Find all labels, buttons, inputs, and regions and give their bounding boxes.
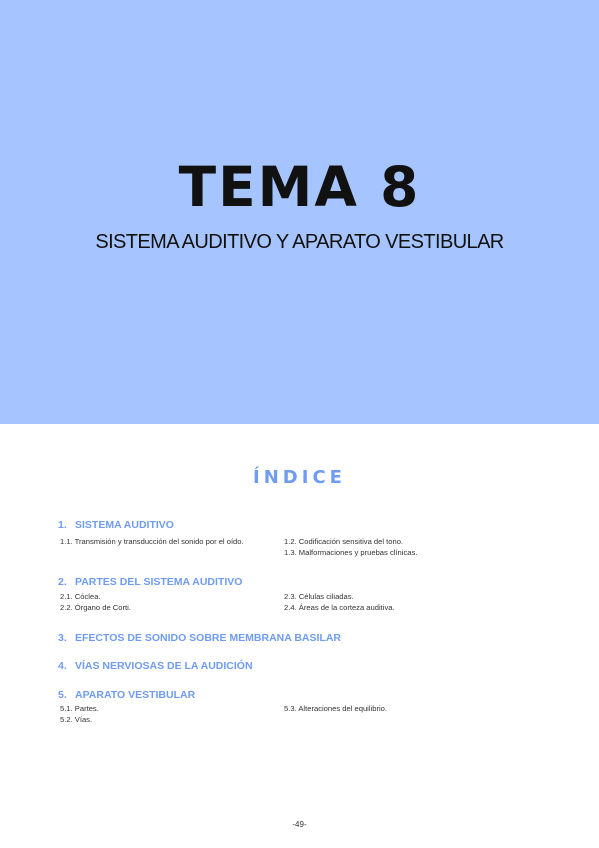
section-heading-4[interactable] xyxy=(58,660,253,673)
section-title: SISTEMA AUDITIVO xyxy=(75,519,174,531)
section-heading-5[interactable] xyxy=(58,689,195,702)
index-item-1-3[interactable]: 1.3. Malformaciones y pruebas clínicas. xyxy=(284,548,418,557)
page-number: -49- xyxy=(292,820,307,829)
section-number: 3. xyxy=(58,632,67,644)
index-item-5-2[interactable]: 5.2. Vías. xyxy=(60,715,93,724)
index-item-5-3[interactable]: 5.3. Alteraciones del equilibrio. xyxy=(284,704,388,713)
index-item-5-1[interactable]: 5.1. Partes. xyxy=(60,704,99,713)
section-number: 1. xyxy=(58,519,67,531)
chapter-subtitle: SISTEMA AUDITIVO Y APARATO VESTIBULAR xyxy=(95,231,504,253)
section-number: 5. xyxy=(58,689,67,701)
section-number: 4. xyxy=(58,660,67,672)
section-title: VÍAS NERVIOSAS DE LA AUDICIÓN xyxy=(75,660,253,672)
section-heading-1[interactable] xyxy=(58,519,174,532)
index-item-1-1[interactable]: 1.1. Transmisión y transducción del sonido por el oído. xyxy=(60,537,244,546)
chapter-title: TEMA 8 xyxy=(178,155,421,219)
section-title: EFECTOS DE SONIDO SOBRE MEMBRANA BASILAR xyxy=(75,632,342,644)
index-item-2-1[interactable]: 2.1. Cóclea. xyxy=(60,592,101,601)
section-title: APARATO VESTIBULAR xyxy=(75,689,196,701)
index-item-2-2[interactable]: 2.2. Órgano de Corti. xyxy=(60,603,131,612)
index-title: ÍNDICE xyxy=(253,467,346,488)
index-item-1-2[interactable]: 1.2. Codificación sensitiva del tono. xyxy=(284,537,404,546)
index-item-2-3[interactable]: 2.3. Células ciliadas. xyxy=(284,592,354,601)
index-item-2-4[interactable]: 2.4. Áreas de la corteza auditiva. xyxy=(284,603,395,612)
section-title: PARTES DEL SISTEMA AUDITIVO xyxy=(75,576,243,588)
section-number: 2. xyxy=(58,576,67,588)
section-heading-2[interactable] xyxy=(58,576,242,589)
section-heading-3[interactable] xyxy=(58,632,341,645)
